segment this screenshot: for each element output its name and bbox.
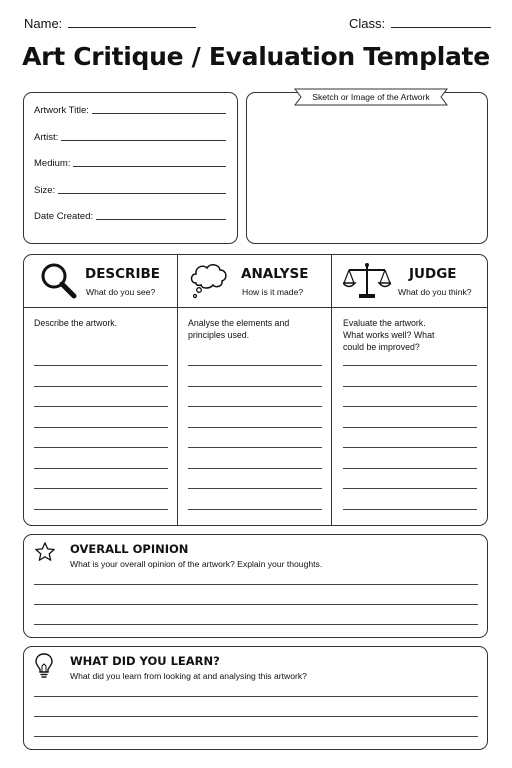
writing-line[interactable]: [34, 736, 478, 737]
overall-opinion-question: What is your overall opinion of the artwork? Explain your thoughts.: [70, 559, 323, 569]
analyse-prompt: Analyse the elements and principles used.: [188, 318, 290, 340]
describe-title: DESCRIBE: [85, 266, 160, 282]
page-title: Art Critique / Evaluation Template: [22, 42, 490, 71]
writing-line[interactable]: [34, 716, 478, 717]
writing-line[interactable]: [34, 406, 168, 407]
writing-line[interactable]: [343, 509, 477, 510]
writing-line[interactable]: [188, 468, 322, 469]
thought-cloud-icon: [188, 261, 232, 301]
sketch-label: Sketch or Image of the Artwork: [312, 92, 430, 102]
writing-line[interactable]: [34, 365, 168, 366]
writing-line[interactable]: [343, 468, 477, 469]
name-line: [68, 26, 196, 28]
star-icon: [34, 541, 56, 563]
what-did-you-learn-title: WHAT DID YOU LEARN?: [70, 654, 220, 668]
judge-subtitle: What do you think?: [398, 287, 472, 297]
writing-line[interactable]: [34, 696, 478, 697]
writing-line[interactable]: [343, 365, 477, 366]
writing-line[interactable]: [34, 604, 478, 605]
scales-icon: [343, 261, 391, 301]
writing-line[interactable]: [343, 406, 477, 407]
class-line: [391, 26, 491, 28]
column-divider: [177, 254, 178, 526]
field-label: Date Created:: [34, 211, 94, 222]
field-label: Artist:: [34, 132, 59, 143]
writing-line[interactable]: [188, 406, 322, 407]
overall-opinion-title: OVERALL OPINION: [70, 542, 189, 556]
medium-field[interactable]: [34, 158, 226, 169]
size-field[interactable]: [34, 185, 226, 196]
field-label: Artwork Title:: [34, 105, 89, 116]
magnifying-glass-icon: [39, 262, 79, 300]
analyse-title: ANALYSE: [241, 266, 309, 282]
writing-line[interactable]: [34, 624, 478, 625]
writing-line[interactable]: [188, 509, 322, 510]
writing-line[interactable]: [188, 365, 322, 366]
writing-line[interactable]: [34, 468, 168, 469]
analyse-subtitle: How is it made?: [242, 287, 304, 297]
writing-line[interactable]: [34, 584, 478, 585]
field-label: Medium:: [34, 158, 71, 169]
writing-line[interactable]: [34, 488, 168, 489]
writing-line[interactable]: [188, 488, 322, 489]
writing-line[interactable]: [343, 427, 477, 428]
column-divider: [331, 254, 332, 526]
writing-line[interactable]: [34, 447, 168, 448]
writing-line[interactable]: [188, 447, 322, 448]
field-label: Size:: [34, 185, 56, 196]
class-label: Class:: [349, 16, 386, 31]
writing-line[interactable]: [188, 427, 322, 428]
describe-subtitle: What do you see?: [86, 287, 156, 297]
name-label: Name:: [24, 16, 63, 31]
writing-line[interactable]: [34, 427, 168, 428]
artwork-info-box: [23, 92, 238, 244]
describe-prompt: Describe the artwork.: [34, 318, 118, 328]
writing-line[interactable]: [343, 386, 477, 387]
judge-prompt: Evaluate the artwork. What works well? What could be improved?: [343, 318, 435, 352]
lightbulb-icon: [35, 653, 53, 679]
writing-line[interactable]: [34, 509, 168, 510]
judge-title: JUDGE: [409, 266, 457, 282]
artist-field[interactable]: [34, 132, 226, 143]
what-did-you-learn-question: What did you learn from looking at and analysing this artwork?: [70, 671, 307, 681]
writing-line[interactable]: [343, 447, 477, 448]
class-field[interactable]: [349, 16, 491, 31]
column-header-divider: [23, 307, 488, 308]
writing-line[interactable]: [343, 488, 477, 489]
name-field[interactable]: [24, 16, 196, 31]
writing-line[interactable]: [188, 386, 322, 387]
date-created-field[interactable]: [34, 211, 226, 222]
writing-line[interactable]: [34, 386, 168, 387]
artwork-title-field[interactable]: [34, 105, 226, 116]
sketch-box[interactable]: [246, 92, 488, 244]
